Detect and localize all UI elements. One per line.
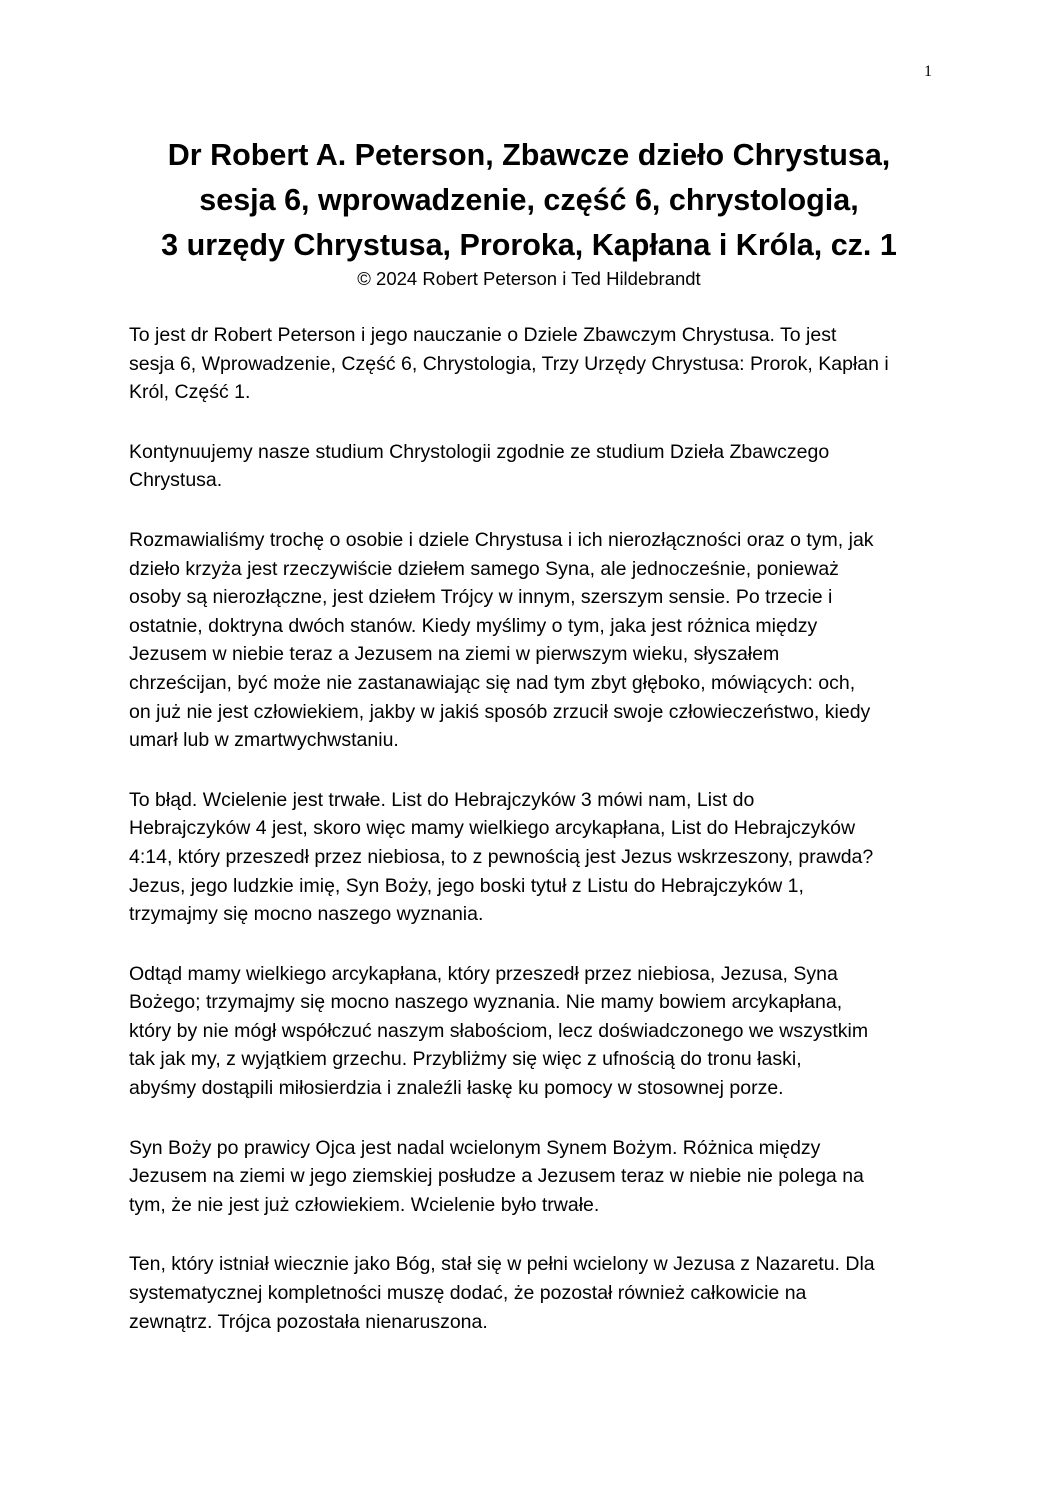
page-number: 1: [924, 63, 932, 80]
paragraph-line: Syn Boży po prawicy Ojca jest nadal wcielonym Synem Bożym. Różnica między: [129, 1136, 821, 1159]
paragraph-line: Bożego; trzymajmy się mocno naszego wyznania. Nie mamy bowiem arcykapłana,: [129, 991, 843, 1014]
paragraph-line: Jezus, jego ludzkie imię, Syn Boży, jego boski tytuł z Listu do Hebrajczyków 1,: [129, 874, 804, 897]
paragraph-line: tak jak my, z wyjątkiem grzechu. Przybliżmy się więc z ufnością do tronu łaski,: [129, 1048, 802, 1071]
title-line-3: 3 urzędy Chrystusa, Proroka, Kapłana i Króla, cz. 1: [161, 228, 897, 262]
paragraph-line: dzieło krzyża jest rzeczywiście dziełem samego Syna, ale jednocześnie, ponieważ: [129, 557, 839, 580]
paragraph-line: osoby są nierozłączne, jest dziełem Trójcy w innym, szerszym sensie. Po trzecie i: [129, 586, 833, 609]
paragraph-line: To jest dr Robert Peterson i jego nauczanie o Dziele Zbawczym Chrystusa. To jest: [129, 324, 837, 346]
paragraph-6: [129, 1134, 941, 1220]
paragraph-line: Ten, który istniał wiecznie jako Bóg, stał się w pełni wcielony w Jezusa z Nazaretu. Dla: [129, 1253, 875, 1276]
copyright-notice: © 2024 Robert Peterson i Ted Hildebrandt: [357, 268, 701, 289]
paragraph-line: on już nie jest człowiekiem, jakby w jakiś sposób zrzucił swoje człowieczeństwo, kiedy: [129, 700, 871, 723]
paragraph-line: Rozmawialiśmy trochę o osobie i dziele Chrystusa i ich nierozłączności oraz o tym, jak: [129, 528, 874, 551]
paragraph-5: [129, 960, 941, 1103]
paragraph-2: [129, 438, 941, 495]
paragraph-line: ostatnie, doktryna dwóch stanów. Kiedy myślimy o tym, jaka jest różnica między: [129, 614, 818, 637]
paragraph-1: [129, 321, 941, 407]
paragraph-line: 4:14, który przeszedł przez niebiosa, to z pewnością jest Jezus wskrzeszony, prawda?: [129, 845, 874, 868]
paragraph-4: [129, 786, 941, 929]
paragraph-3: [129, 526, 941, 755]
title-line-1: Dr Robert A. Peterson, Zbawcze dzieło Chrystusa,: [167, 138, 891, 172]
paragraph-line: chrześcijan, być może nie zastanawiając się nad tym zbyt głęboko, mówiących: och,: [129, 671, 856, 694]
paragraph-7: [129, 1250, 941, 1336]
paragraph-line: systematycznej kompletności muszę dodać, że pozostał również całkowicie na: [129, 1282, 807, 1305]
document-title-block: [100, 133, 958, 292]
transcript-body: [129, 321, 941, 1367]
paragraph-line: tym, że nie jest już człowiekiem. Wcielenie było trwałe.: [129, 1193, 600, 1216]
paragraph-line: abyśmy dostąpili miłosierdzia i znaleźli łaskę ku pomocy w stosownej porze.: [129, 1077, 784, 1100]
paragraph-line: zewnątrz. Trójca pozostała nienaruszona.: [129, 1310, 488, 1333]
paragraph-line: Król, Część 1.: [129, 381, 251, 404]
paragraph-line: Odtąd mamy wielkiego arcykapłana, który przeszedł przez niebiosa, Jezusa, Syna: [129, 962, 838, 985]
title-line-2: sesja 6, wprowadzenie, część 6, chrystologia,: [199, 183, 859, 217]
paragraph-line: trzymajmy się mocno naszego wyznania.: [129, 903, 484, 926]
paragraph-line: Chrystusa.: [129, 469, 223, 492]
paragraph-line: Jezusem w niebie teraz a Jezusem na ziemi w pierwszym wieku, słyszałem: [129, 643, 780, 666]
paragraph-line: Jezusem na ziemi w jego ziemskiej posłudze a Jezusem teraz w niebie nie polega na: [129, 1165, 864, 1188]
paragraph-line: Kontynuujemy nasze studium Chrystologii zgodnie ze studium Dzieła Zbawczego: [129, 440, 830, 463]
paragraph-line: sesja 6, Wprowadzenie, Część 6, Chrystologia, Trzy Urzędy Chrystusa: Prorok, Kapłan i: [129, 352, 889, 375]
paragraph-line: To błąd. Wcielenie jest trwałe. List do Hebrajczyków 3 mówi nam, List do: [129, 788, 755, 811]
paragraph-line: Hebrajczyków 4 jest, skoro więc mamy wielkiego arcykapłana, List do Hebrajczyków: [129, 817, 856, 840]
paragraph-line: który by nie mógł współczuć naszym słabościom, lecz doświadczonego we wszystkim: [129, 1019, 869, 1042]
paragraph-line: umarł lub w zmartwychwstaniu.: [129, 729, 399, 752]
